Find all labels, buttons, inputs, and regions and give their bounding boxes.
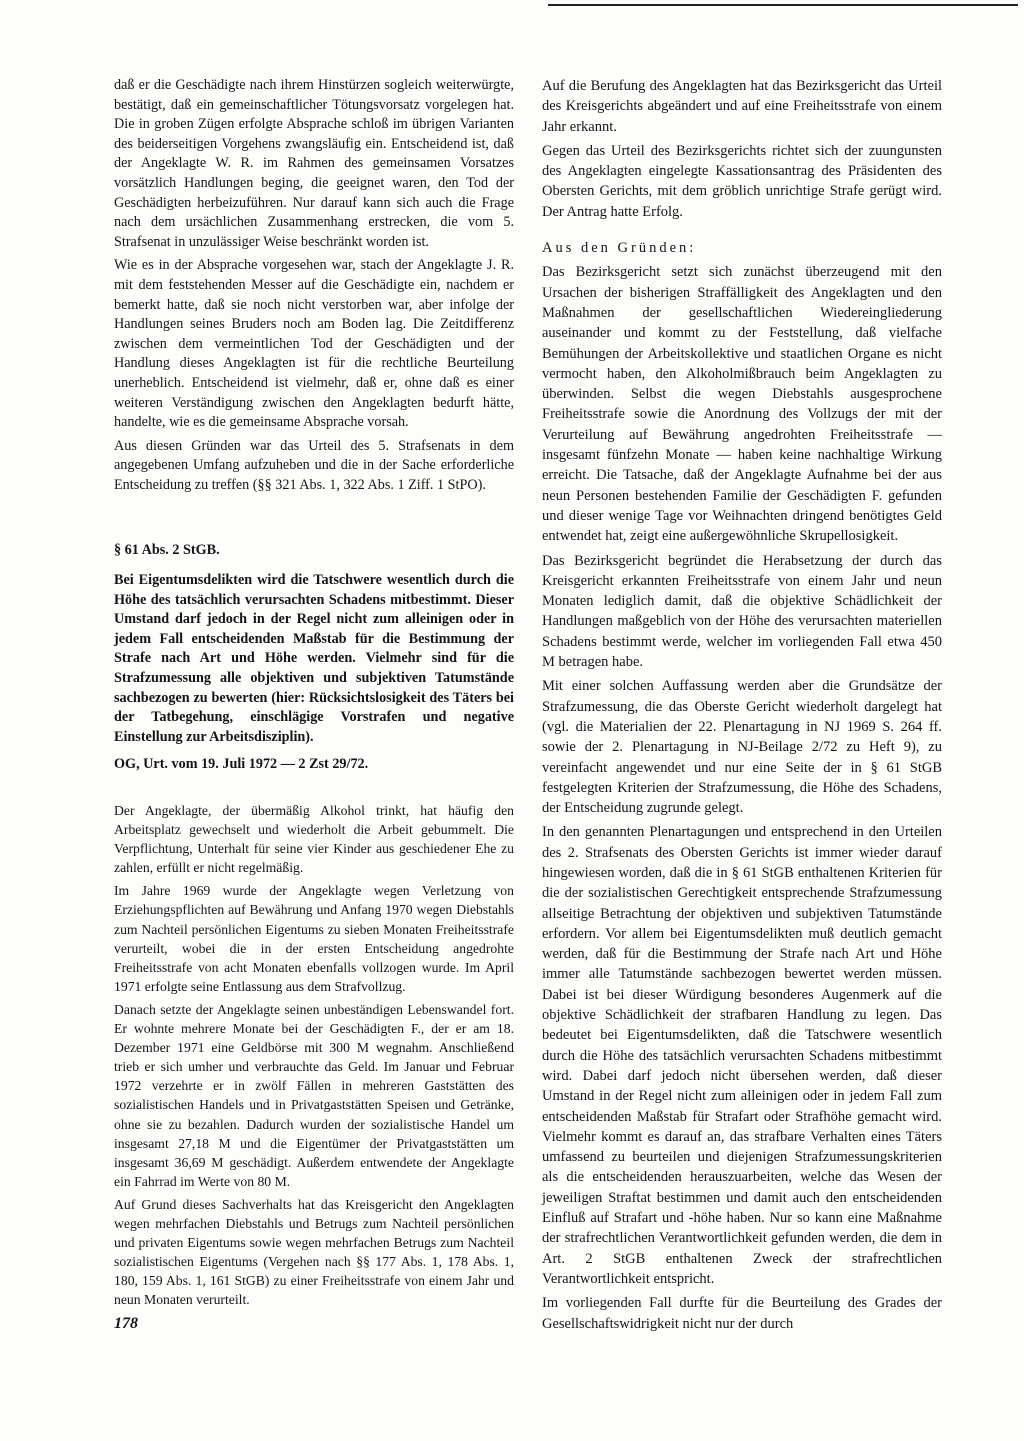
paragraph: Das Bezirksgericht setzt sich zunächst überzeugend mit den Ursachen der bisherigen Straffälligkeit des Angeklagten und den Maßnahmen der gesellschaftlichen Wiedereingliederung auseinander und kommt zu der Feststellung, daß vielfache Bemühungen der Arbeitskollektive und staatlichen Organe es nicht vermocht haben, den Alkoholmißbrauch beim Angeklagten zu überwinden. Selbst die wegen Diebstahls ausgesprochene Freiheitsstrafe sowie die Anordnung des Vollzugs der mit der Verurteilung auf Bewährung angedrohten Freiheitsstrafe — insgesamt fünfzehn Monate — haben keine nachhaltige Wirkung erreicht. Die Tatsache, daß der Angeklagte Aufnahme bei der aus neun Personen bestehenden Familie der Geschädigten F. gefunden und dieser wenige Tage vor Weihnachten dringend benötigtes Geld entwendet hat, zeigt eine außergewöhnliche Skrupellosigkeit.: [542, 264, 942, 545]
paragraph: Auf Grund dieses Sachverhalts hat das Kreisgericht den Angeklagten wegen mehrfachen Diebstahls und Betrugs zum Nachteil persönlichen und privaten Eigentums sowie wegen mehrfachen Betrugs zum Nachteil sozialistischen Eigentums (Vergehen nach §§ 177 Abs. 1, 178 Abs. 1, 180, 159 Abs. 1, 161 StGB) zu einer Freiheitsstrafe von einem Jahr und neun Monaten verurteilt.: [114, 1196, 514, 1308]
paragraph: Aus diesen Gründen war das Urteil des 5. Strafsenats in dem angegebenen Umfang aufzuheben und die in der Sache erforderliche Entscheidung zu treffen (§§ 321 Abs. 1, 322 Abs. 1 Ziff. 1 StPO).: [114, 437, 514, 493]
headnote: Bei Eigentumsdelikten wird die Tatschwere wesentlich durch die Höhe des tatsächlich verursachten Schadens mitbestimmt. Dieser Umstand darf jedoch in der Regel nicht zum alleinigen oder in jedem Fall entscheidenden Maßstab für die Bestimmung der Strafe nach Art und Höhe werden. Vielmehr sind für die Strafzumessung alle objektiven und subjektiven Tatumstände sachbezogen zu bewerten (hier: Rücksichtslosigkeit des Täters bei der Tatbegehung, einschlägige Vorstrafen und negative Einstellung zur Arbeitsdisziplin).: [114, 572, 514, 745]
right-column: [542, 76, 942, 1338]
paragraph: Im vorliegenden Fall durfte für die Beurteilung des Grades der Gesellschaftswidrigkeit nicht nur der durch: [542, 1295, 942, 1332]
section-heading: Aus den Gründen:: [542, 240, 697, 257]
paragraph: In den genannten Plenartagungen und entsprechend in den Urteilen des 2. Strafsenats des Obersten Gerichts ist immer wieder darauf hingewiesen worden, daß die in § 61 StGB enthaltenen Kriterien für die der sozialistischen Gerechtigkeit entsprechende Strafzumessung allseitige Betrachtung der objektiven und subjektiven Tatumstände erfordern. Vor allem bei Eigentumsdelikten muß deutlich gemacht werden, daß für die Bestimmung der Strafe nach Art und Höhe immer alle Tatumstände sachbezogen bewertet werden müssen. Dabei ist bei dieser Würdigung besonderes Augenmerk auf die objektive Schädlichkeit der strafbaren Handlung zu legen. Das bedeutet bei Eigentumsdelikten, daß die Tatschwere wesentlich durch die Höhe des tatsächlich verursachten Schadens mitbestimmt wird. Dabei darf jedoch nicht übersehen werden, daß dieser Umstand in der Regel nicht zum alleinigen oder in jedem Fall zum entscheidenden Maßstab für Strafart oder Strafhöhe gemacht wird. Vielmehr kommt es darauf an, das strafbare Verhalten eines Täters umfassend zu beurteilen und diejenigen Strafzumessungskriterien als die entscheidenden herauszuarbeiten, welche das Wesen der jeweiligen Straftat bestimmen und damit auch den entscheidenden Einfluß auf Strafart und -höhe haben. Nur so kann eine Maßnahme der strafrechtlichen Verantwortlichkeit gefunden werden, die dem in Art. 2 StGB enthaltenen Zweck der strafrechtlichen Verantwortlichkeit entspricht.: [542, 824, 942, 1287]
paragraph: Der Angeklagte, der übermäßig Alkohol trinkt, hat häufig den Arbeitsplatz gewechselt und wiederholt die Arbeit gebummelt. Die Verpflichtung, Unterhalt für seine vier Kinder aus geschiedener Ehe zu zahlen, erfüllt er nicht regelmäßig.: [114, 803, 514, 876]
paragraph: Danach setzte der Angeklagte seinen unbeständigen Lebenswandel fort. Er wohnte mehrere Monate bei der Geschädigten F., der er am 18. Dezember 1971 eine Geldbörse mit 300 M wegnahm. Anschließend trieb er sich umher und verbrauchte das Geld. Im Januar und Februar 1972 verzehrte er in zwölf Fällen in mehreren Gaststätten des sozialistischen Handels und in Privatgaststätten Speisen und Getränke, ohne sie zu bezahlen. Dadurch wurden der sozialistische Handel um insgesamt 27,18 M und die Eigentümer der Privatgaststätten um insgesamt 36,69 M geschädigt. Außerdem entwendete der Angeklagte ein Fahrrad im Werte von 80 M.: [114, 1001, 514, 1189]
paragraph: Wie es in der Absprache vorgesehen war, stach der Angeklagte J. R. mit dem feststehenden Messer auf die Geschädigte ein, nachdem er bemerkt hatte, daß sie noch nicht verstorben war, aber infolge der Handlungen seines Bruders noch am Boden lag. Die Zeitdifferenz zwischen dem vermeintlichen Tod der Geschädigten und der Handlung dieses Angeklagten ist für die rechtliche Beurteilung unerheblich. Entscheidend ist vielmehr, daß er, ohne daß es einer weiteren Verständigung zwischen den Angeklagten bedurft hätte, handelte, wie es die gemeinsame Absprache vorsah.: [114, 257, 514, 431]
paragraph: Gegen das Urteil des Bezirksgerichts richtet sich der zuungunsten des Angeklagten eingelegte Kassationsantrag des Präsidenten des Obersten Gerichts, mit dem gröblich unrichtige Strafe gerügt wird. Der Antrag hatte Erfolg.: [542, 142, 942, 220]
paragraph: Das Bezirksgericht begründet die Herabsetzung der durch das Kreisgericht erkannten Freiheitsstrafe von einem Jahr und neun Monaten lediglich damit, daß die objektive Schädlichkeit der Handlungen maßgeblich von der Höhe des verursachten materiellen Schadens bestimmt werde, welcher im vorliegenden Fall etwa 450 M betragen habe.: [542, 552, 942, 671]
top-rule: [548, 4, 1018, 6]
paragraph: Im Jahre 1969 wurde der Angeklagte wegen Verletzung von Erziehungspflichten auf Bewährung und Anfang 1970 wegen Diebstahls zum Nachteil persönlichen Eigentums zu sieben Monaten Freiheitsstrafe verurteilt, wobei die in der ersten Entscheidung angedrohte Freiheitsstrafe von acht Monaten ebenfalls vollzogen wurde. Im April 1971 erfolgte seine Entlassung aus dem Strafvollzug.: [114, 883, 514, 994]
paragraph: daß er die Geschädigte nach ihrem Hinstürzen sogleich weiterwürgte, bestätigt, daß ein gemeinschaftlicher Tötungsvorsatz vorgelegen hat. Die in groben Zügen erfolgte Absprache schloß im übrigen Varianten des beiderseitigen Vorgehens zwangsläufig ein. Entscheidend ist, daß der Angeklagte W. R. im Rahmen des gemeinsamen Vorsatzes vorsätzlich Handlungen beging, die geeignet waren, den Tod der Geschädigten herbeizuführen. Nur darauf kann sich auch die Frage nach dem ursächlichen Zusammenhang erstrecken, die vom 5. Strafsenat in unzulässiger Weise beschränkt worden ist.: [114, 77, 514, 250]
left-column: [114, 76, 514, 1313]
case-citation: OG, Urt. vom 19. Juli 1972 — 2 Zst 29/72.: [114, 756, 369, 773]
section-heading: § 61 Abs. 2 StGB.: [114, 542, 220, 559]
paragraph: Mit einer solchen Auffassung werden aber die Grundsätze der Strafzumessung, die das Oberste Gericht wiederholt dargelegt hat (vgl. die Materialien der 22. Plenartagung in NJ 1969 S. 264 ff. sowie der 2. Plenartagung in NJ-Beilage 2/72 zu Heft 9), zu vereinfacht angewendet und nur eine Seite der in § 61 StGB festgelegten Kriterien der Strafzumessung, die Höhe des Schadens, der Entscheidung zugrunde gelegt.: [542, 678, 942, 817]
paragraph: Auf die Berufung des Angeklagten hat das Bezirksgericht das Urteil des Kreisgerichts abgeändert und auf eine Freiheitsstrafe von einem Jahr erkannt.: [542, 78, 942, 135]
page-number: 178: [114, 1315, 138, 1332]
